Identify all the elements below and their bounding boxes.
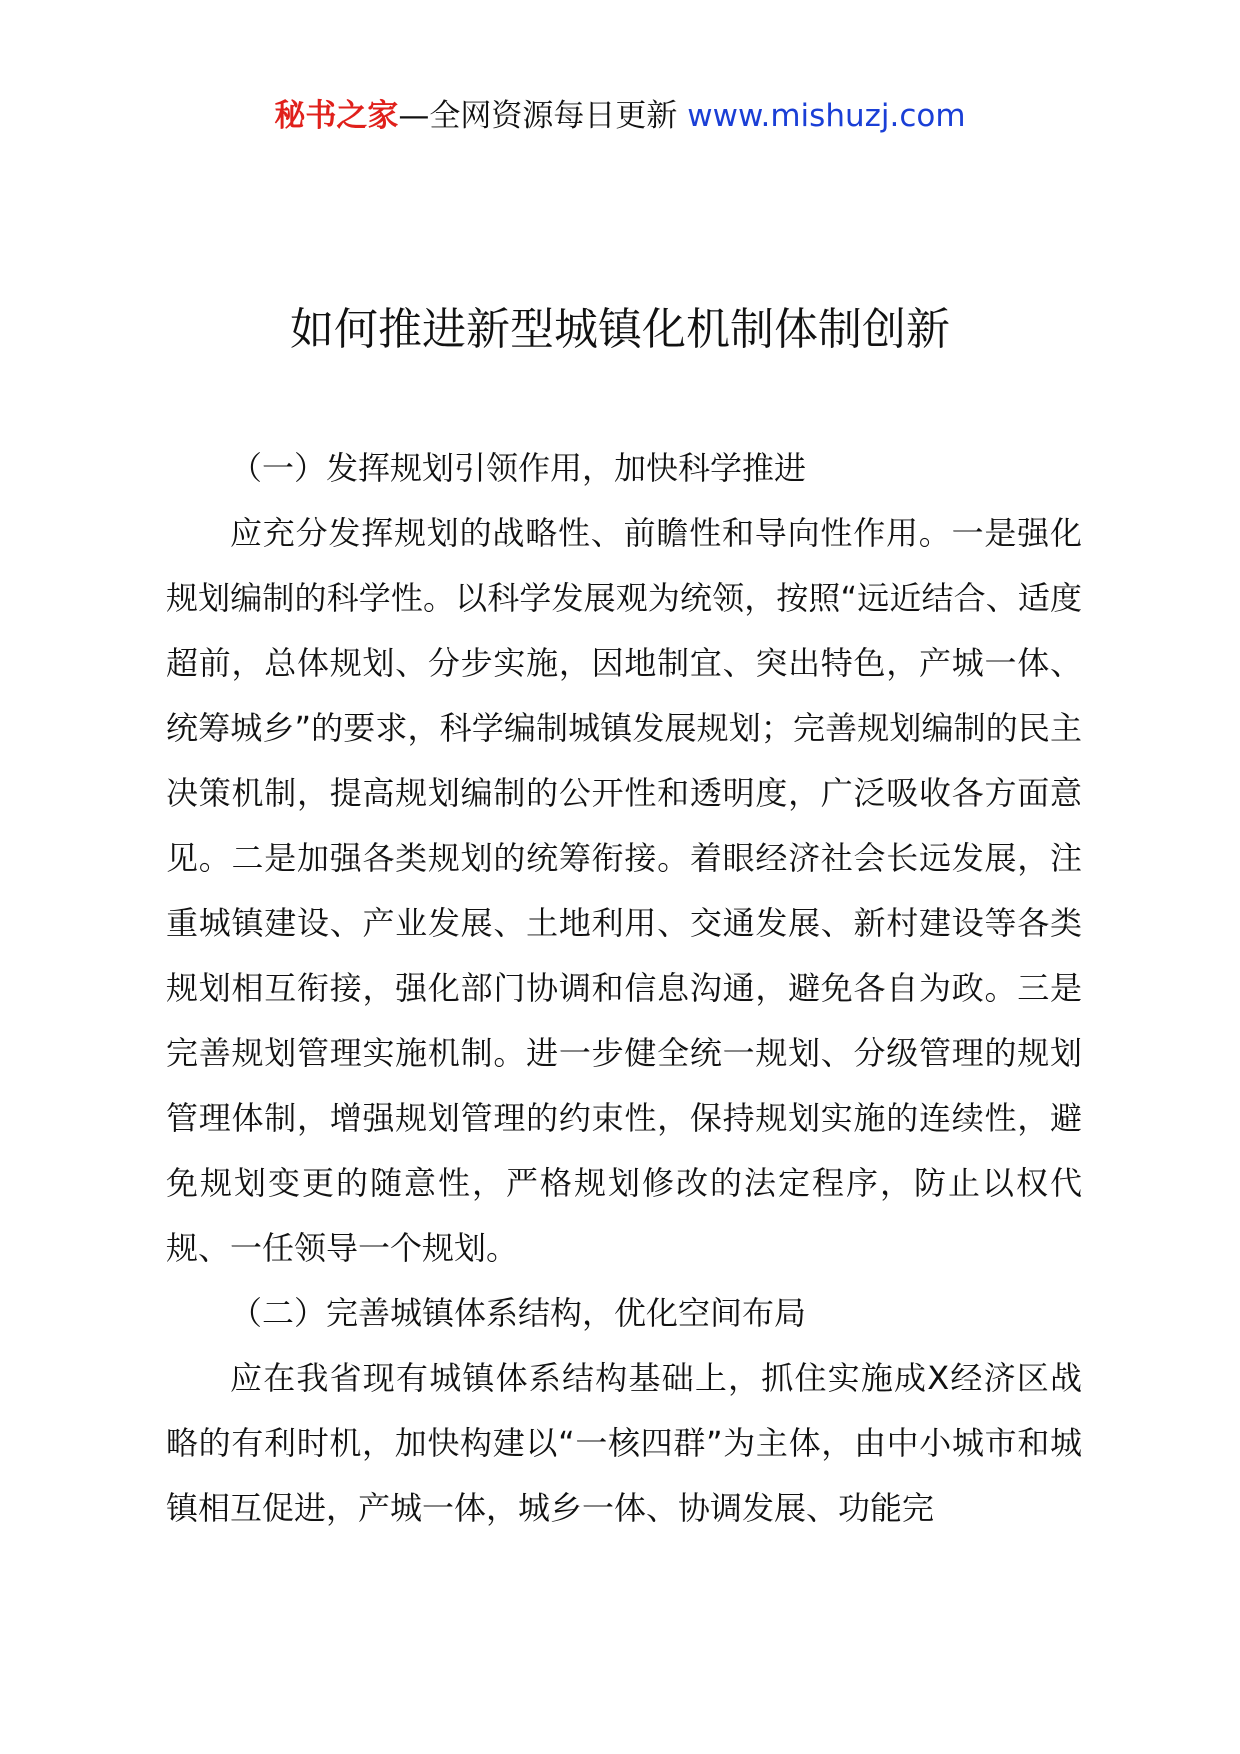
section-paragraph-1: 应充分发挥规划的战略性、前瞻性和导向性作用。一是强化规划编制的科学性。以科学发展观为统领，按照“远近结合、适度超前，总体规划、分步实施，因地制宜、突出特色，产城一体、统筹城乡”的要求，科学编制城镇发展规划；完善规划编制的民主决策机制，提高规划编制的公开性和透明度，广泛吸收各方面意见。二是加强各类规划的统筹衔接。着眼经济社会长远发展，注重城镇建设、产业发展、土地利用、交通发展、新村建设等各类规划相互衔接，强化部门协调和信息沟通，避免各自为政。三是完善规划管理实施机制。进一步健全统一规划、分级管理的规划管理体制，增强规划管理的约束性，保持规划实施的连续性，避免规划变更的随意性，严格规划修改的法定程序，防止以权代规、一任领导一个规划。 (166, 514, 1082, 1267)
site-header (0, 96, 1240, 136)
document-title: 如何推进新型城镇化机制体制创新 (290, 304, 950, 355)
site-slogan: —全网资源每日更新 (398, 98, 678, 134)
site-brand: 秘书之家 (274, 98, 399, 134)
section-heading-2: （二）完善城镇体系结构，优化空间布局 (230, 1294, 807, 1332)
document-body (166, 436, 1082, 1541)
site-url-link[interactable]: www.mishuzj.com (687, 98, 966, 134)
section-paragraph-2: 应在我省现有城镇体系结构基础上，抓住实施成X经济区战略的有利时机，加快构建以“一核四群”为主体，由中小城市和城镇相互促进，产城一体，城乡一体、协调发展、功能完 (166, 1359, 1082, 1527)
section-heading-1: （一）发挥规划引领作用，加快科学推进 (230, 449, 807, 487)
